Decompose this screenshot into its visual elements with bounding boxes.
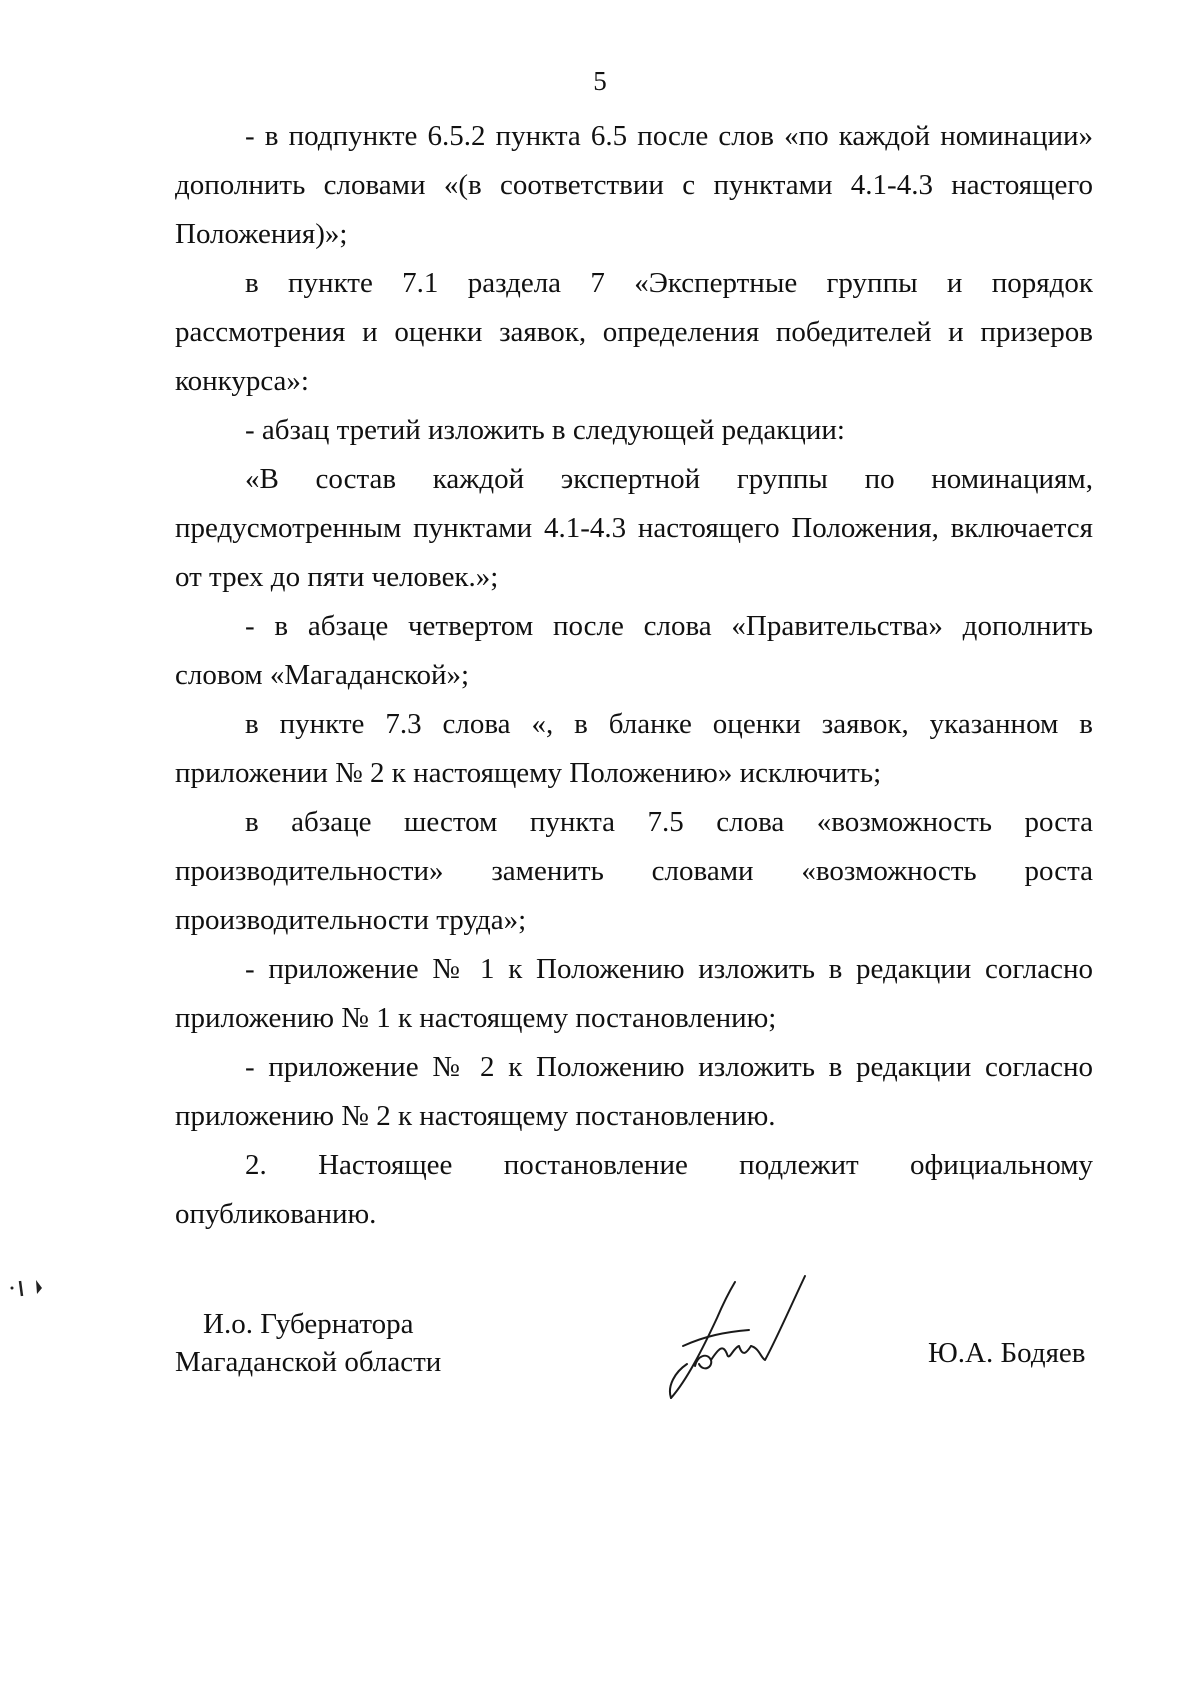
- page-number: 5: [593, 66, 607, 96]
- paragraph: - абзац третий изложить в следующей редакции:: [245, 414, 845, 446]
- scan-artifact: [8, 1278, 58, 1305]
- paragraph: 2. Настоящее постановление подлежит официальному опубликованию.: [175, 1149, 1093, 1230]
- paragraph: в пункте 7.3 слова «, в бланке оценки заявок, указанном в приложении № 2 к настоящему Положению» исключить;: [175, 708, 1093, 789]
- paragraph: в абзаце шестом пункта 7.5 слова «возможность роста производительности» заменить словами «возможность роста производительности труда»;: [175, 806, 1093, 936]
- signer-title: [175, 1305, 441, 1381]
- paragraph: «В состав каждой экспертной группы по номинациям, предусмотренным пунктами 4.1-4.3 настоящего Положения, включается от трех до пяти человек.»;: [175, 463, 1093, 593]
- paragraph: - в абзаце четвертом после слова «Правительства» дополнить словом «Магаданской»;: [175, 610, 1093, 691]
- signer-title-line1: И.о. Губернатора: [203, 1308, 414, 1340]
- paragraph: - приложение № 2 к Положению изложить в редакции согласно приложению № 2 к настоящему постановлению.: [175, 1051, 1093, 1132]
- document-body: [175, 112, 1093, 1239]
- handwritten-signature: [665, 1268, 825, 1433]
- paragraph: - приложение № 1 к Положению изложить в редакции согласно приложению № 1 к настоящему постановлению;: [175, 953, 1093, 1034]
- paragraph: в пункте 7.1 раздела 7 «Экспертные группы и порядок рассмотрения и оценки заявок, определения победителей и призеров конкурса»:: [175, 267, 1093, 397]
- signer-title-line2: Магаданской области: [175, 1346, 442, 1378]
- signer-name: Ю.А. Бодяев: [928, 1337, 1086, 1369]
- paragraph: - в подпункте 6.5.2 пункта 6.5 после слов «по каждой номинации» дополнить словами «(в соответствии с пунктами 4.1-4.3 настоящего Положения)»;: [175, 120, 1093, 250]
